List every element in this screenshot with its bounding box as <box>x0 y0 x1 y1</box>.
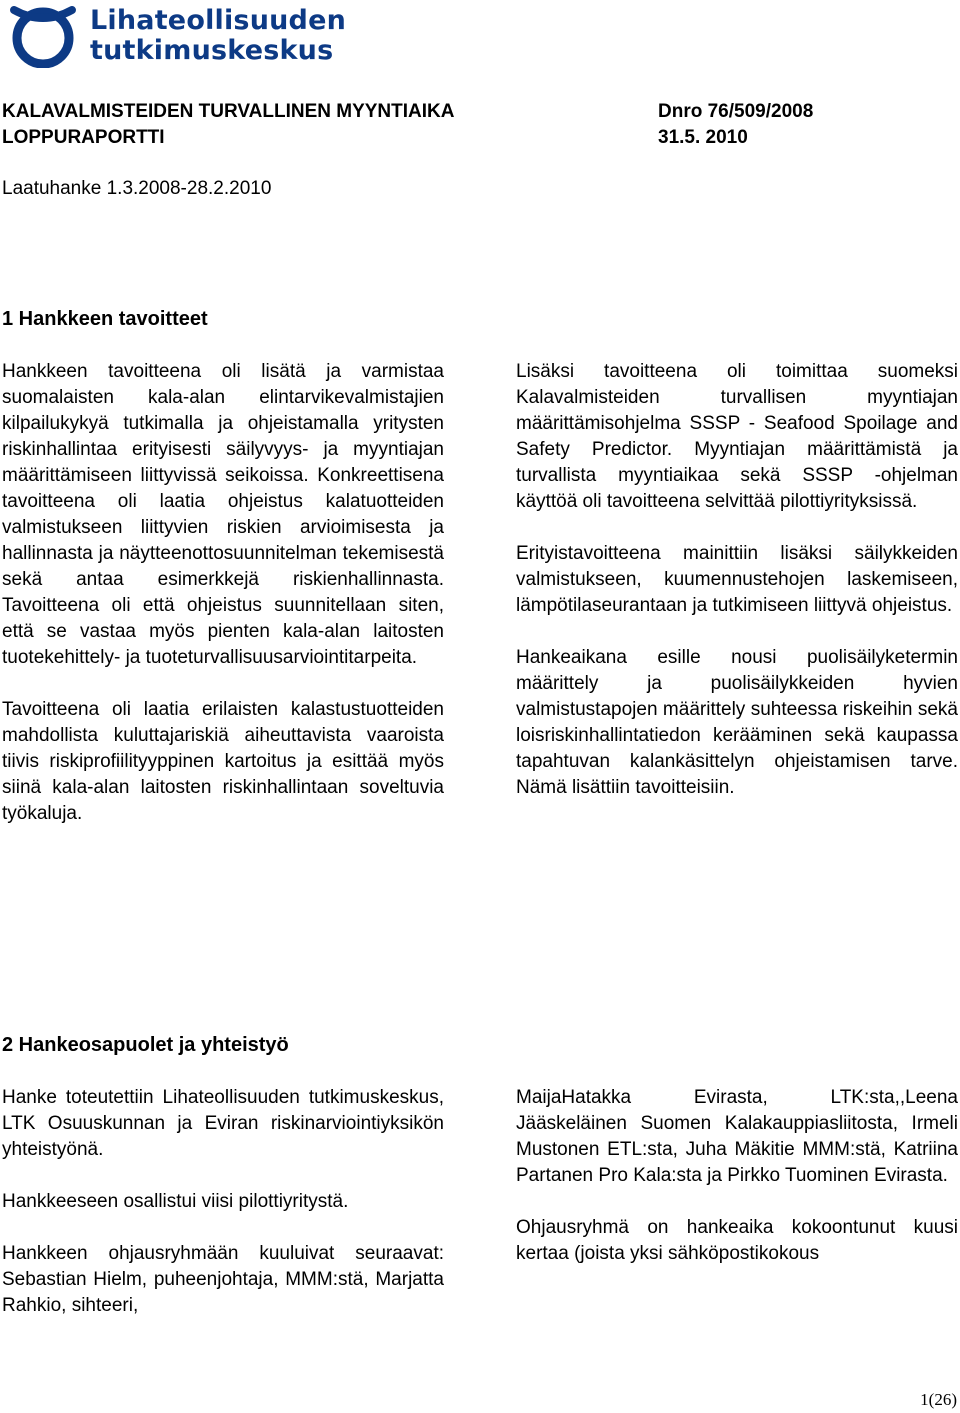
section-2-right-paragraph: MaijaHatakka Evirasta, LTK:sta,,Leena Jääskeläinen Suomen Kalakauppiasliitosta, Irmeli Mustonen ETL:sta, Juha Mäkitie MMM:stä, Katriina Partanen Pro Kala:sta ja Pirkko Tuominen Evirasta. <box>516 1087 958 1186</box>
section-2-left-column <box>2 1085 444 1319</box>
organization-logo <box>8 4 368 68</box>
section-2-title: 2 Hankeosapuolet ja yhteistyö <box>2 1034 289 1056</box>
section-1-right-paragraph: Erityistavoitteena mainittiin lisäksi säilykkeiden valmistukseen, kuumennustehojen laskemiseen, lämpötilaseurantaan ja tutkimiseen liittyvä ohjeistus. <box>516 543 958 616</box>
project-period: Laatuhanke 1.3.2008-28.2.2010 <box>2 178 272 199</box>
section-1-right-paragraph: Lisäksi tavoitteena oli toimittaa suomeksi Kalavalmisteiden turvallisen myyntiajan määrittämisohjelma SSSP - Seafood Spoilage and Safety Predictor. Myyntiajan määrittämistä ja turvallista myyntiaikaa sekä SSSP -ohjelman käyttöä oli tavoitteena selvittää pilottiyrityksissä. <box>516 361 958 512</box>
section-2-left-paragraph: Hankkeeseen osallistui viisi pilottiyritystä. <box>2 1191 349 1212</box>
section-2-left-paragraph: Hankkeen ohjausryhmään kuuluivat seuraavat: Sebastian Hielm, puheenjohtaja, MMM:stä, Marjatta Rahkio, sihteeri, <box>2 1243 444 1316</box>
report-date: 31.5. 2010 <box>658 127 748 148</box>
logo-line-2: tutkimuskeskus <box>90 35 334 66</box>
section-1-title: 1 Hankkeen tavoitteet <box>2 308 208 330</box>
logo-wordmark <box>90 6 346 66</box>
section-1-right-column <box>516 359 958 801</box>
section-1-right-paragraph: Hankeaikana esille nousi puolisäilyketermin määrittely ja puolisäilykkeiden hyvien valmistustapojen määrittely suhteessa riskeihin sekä loisriskinhallintatiedon kerääminen sekä kaupassa tapahtuvan kalankäsittelyn ohjeistamisen tarve. Nämä lisättiin tavoitteisiin. <box>516 647 958 798</box>
section-1-left-paragraph: Tavoitteena oli laatia erilaisten kalastustuotteiden mahdollista kuluttajariskiä aiheuttavista vaaroista tiivis riskiprofiilityyppinen kartoitus ja esittää myös siinä kala-alan laitosten riskinhallintaan soveltuvia työkaluja. <box>2 699 444 824</box>
page-number: 1(26) <box>920 1390 957 1409</box>
report-title-line-2: LOPPURAPORTTI <box>2 127 165 148</box>
logo-line-1: Lihateollisuuden <box>90 5 347 36</box>
section-2-right-column <box>516 1085 958 1267</box>
dnro-number: Dnro 76/509/2008 <box>658 101 814 122</box>
section-1-left-paragraph: Hankkeen tavoitteena oli lisätä ja varmistaa suomalaisten kala-alan elintarvikevalmistajien kilpailukykyä tutkimalla ja ohjeistamalla yritysten riskinhallintaa erityisesti säilyvyys- ja myyntiajan määrittämiseen liittyvissä seikoissa. Konkreettisena tavoitteena oli laatia ohjeistus kalatuotteiden valmistukseen liittyvien riskien arvioimisesta ja hallinnasta ja näytteenottosuunnitelman tekemisestä sekä antaa esimerkkejä riskienhallinnasta. Tavoitteena oli että ohjeistus suunnitellaan siten, että se vastaa myös pienten kala-alan laitosten tuotekehittely- ja tuoteturvallisuusarviointitarpeita. <box>2 361 444 668</box>
logo-mark-icon <box>8 4 78 68</box>
section-2-left-paragraph: Hanke toteutettiin Lihateollisuuden tutkimuskeskus, LTK Osuuskunnan ja Eviran riskinarviointiyksikön yhteistyönä. <box>2 1087 444 1160</box>
section-2-right-paragraph: Ohjausryhmä on hankeaika kokoontunut kuusi kertaa (joista yksi sähköpostikokous <box>516 1217 958 1264</box>
section-1-left-column <box>2 359 444 827</box>
report-title-line-1: KALAVALMISTEIDEN TURVALLINEN MYYNTIAIKA <box>2 101 455 122</box>
